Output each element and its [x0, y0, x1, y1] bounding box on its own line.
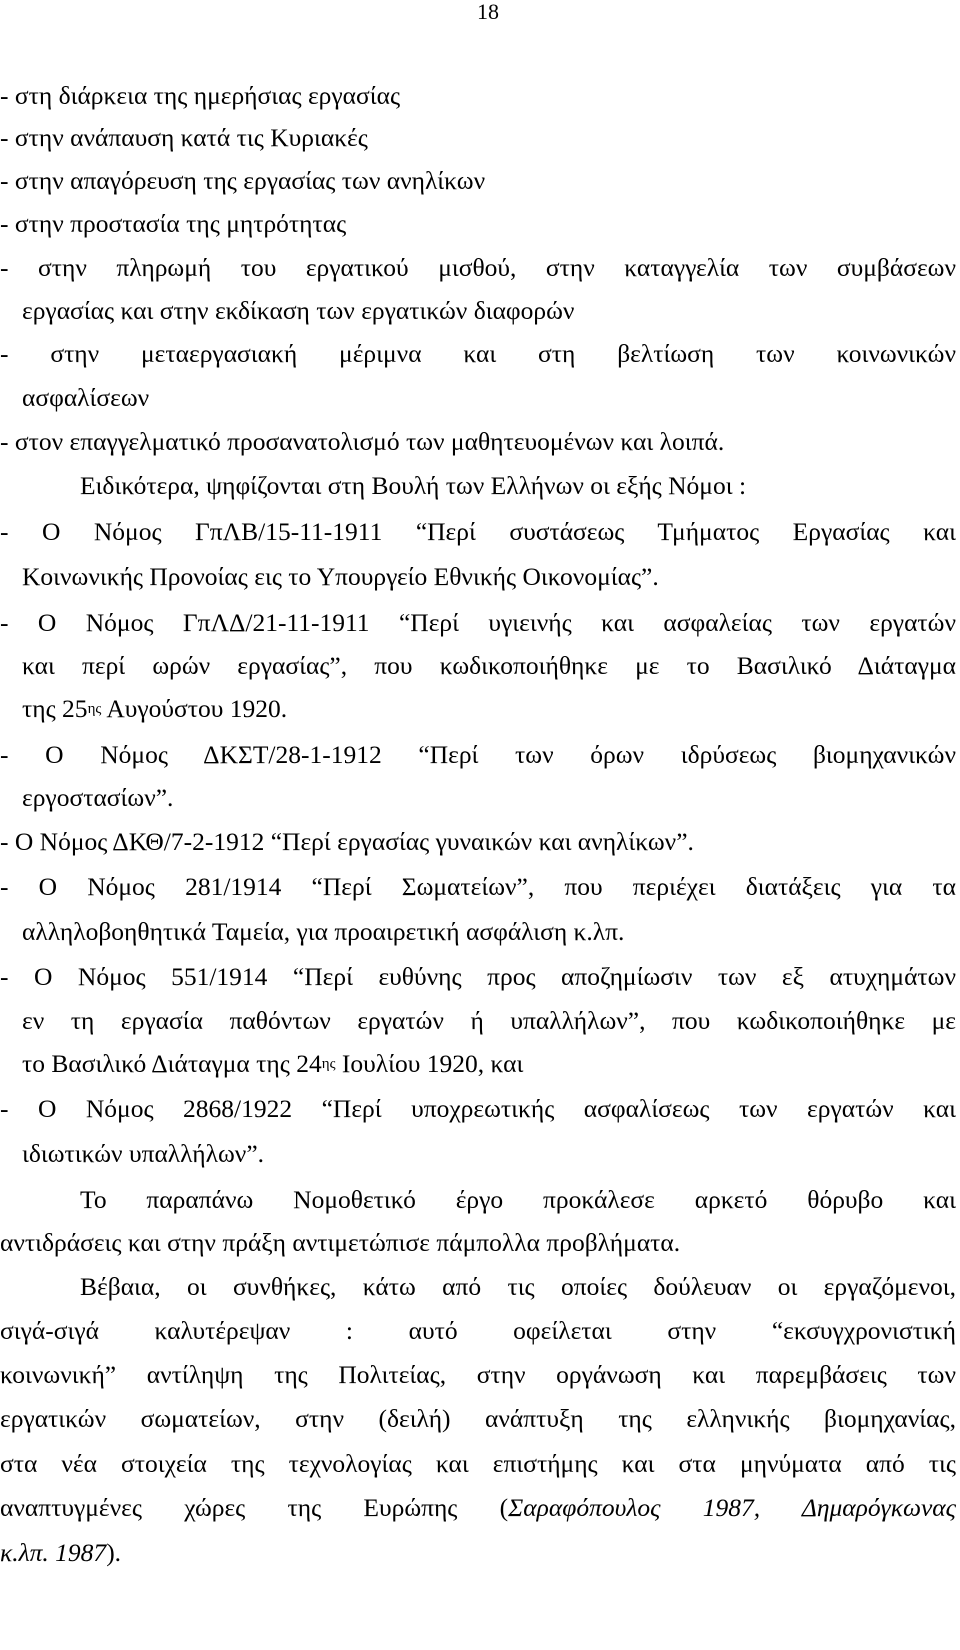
text-segment: αναπτυγμένες χώρες της Ευρώπης (: [0, 1493, 509, 1522]
text-line: [22, 1049, 523, 1079]
text-line: αντιδράσεις και στην πράξη αντιμετώπισε πάμπολλα προβλήματα.: [0, 1228, 681, 1257]
citation-italic: Σαραφόπουλος 1987, Δημαρόγκωνας: [508, 1493, 956, 1522]
text-line: και περί ωρών εργασίας”, που κωδικοποιήθηκε με το Βασιλικό Διάταγμα: [22, 651, 956, 680]
text-line: εν τη εργασία παθόντων εργατών ή υπαλλήλων”, που κωδικοποιήθηκε με: [22, 1006, 956, 1035]
text-line: Ειδικότερα, ψηφίζονται στη Βουλή των Ελλήνων οι εξής Νόμοι :: [80, 471, 747, 500]
superscript: ης: [87, 701, 102, 717]
text-line: - Ο Νόμος 551/1914 “Περί ευθύνης προς αποζημίωσιν των εξ ατυχημάτων: [0, 962, 956, 991]
text-line: εργοστασίων”.: [22, 783, 174, 812]
text-line: στα νέα στοιχεία της τεχνολογίας και επιστήμης και στα μηνύματα από τις: [0, 1449, 956, 1478]
text-line: - στην πληρωμή του εργατικού μισθού, στην καταγγελία των συμβάσεων: [0, 253, 956, 282]
text-segment: Αυγούστου 1920.: [101, 694, 288, 723]
text-line: εργατικών σωματείων, στην (δειλή) ανάπτυξη της ελληνικής βιομηχανίας,: [0, 1404, 956, 1433]
text-line: - στην προστασία της μητρότητας: [0, 209, 347, 238]
text-line: - Ο Νόμος ΓπΛΒ/15-11-1911 “Περί συστάσεως Τμήματος Εργασίας και: [0, 517, 956, 546]
page-number: 18: [477, 0, 499, 24]
text-line: εργασίας και στην εκδίκαση των εργατικών διαφορών: [22, 296, 575, 325]
text-segment: της 25: [22, 694, 88, 723]
text-line: ασφαλίσεων: [22, 383, 150, 412]
text-line: - στην μεταεργασιακή μέριμνα και στη βελτίωση των κοινωνικών: [0, 339, 956, 368]
text-line: Κοινωνικής Προνοίας εις το Υπουργείο Εθνικής Οικονομίας”.: [22, 562, 659, 591]
superscript: ης: [321, 1056, 336, 1072]
text-line: - Ο Νόμος 2868/1922 “Περί υποχρεωτικής ασφαλίσεως των εργατών και: [0, 1094, 956, 1123]
text-line: [0, 1493, 956, 1523]
text-line: - Ο Νόμος 281/1914 “Περί Σωματείων”, που περιέχει διατάξεις για τα: [0, 872, 956, 901]
citation-italic: κ.λπ. 1987: [0, 1538, 107, 1567]
text-line: - στη διάρκεια της ημερήσιας εργασίας: [0, 81, 401, 110]
text-line: - στην ανάπαυση κατά τις Κυριακές: [0, 123, 368, 152]
text-segment: Ιουλίου 1920, και: [335, 1049, 524, 1078]
text-line: ιδιωτικών υπαλλήλων”.: [22, 1139, 265, 1168]
text-line: Βέβαια, οι συνθήκες, κάτω από τις οποίες δούλευαν οι εργαζόμενοι,: [80, 1272, 956, 1301]
text-line: [22, 694, 287, 724]
text-line: [0, 1538, 121, 1568]
text-line: - Ο Νόμος ΓπΛΔ/21-11-1911 “Περί υγιεινής και ασφαλείας των εργατών: [0, 608, 956, 637]
text-line: - στον επαγγελματικό προσανατολισμό των μαθητευομένων και λοιπά.: [0, 427, 725, 456]
text-line: κοινωνική” αντίληψη της Πολιτείας, στην οργάνωση και παρεμβάσεις των: [0, 1360, 956, 1389]
text-segment: ).: [106, 1538, 122, 1567]
text-line: αλληλοβοηθητικά Ταμεία, για προαιρετική ασφάλιση κ.λπ.: [22, 917, 625, 946]
text-line: - Ο Νόμος ΔΚΘ/7-2-1912 “Περί εργασίας γυναικών και ανηλίκων”.: [0, 827, 694, 856]
text-segment: το Βασιλικό Διάταγμα της 24: [22, 1049, 322, 1078]
text-line: σιγά-σιγά καλυτέρεψαν : αυτό οφείλεται στην “εκσυγχρονιστική: [0, 1316, 956, 1345]
text-line: Το παραπάνω Νομοθετικό έργο προκάλεσε αρκετό θόρυβο και: [80, 1185, 956, 1214]
text-line: - στην απαγόρευση της εργασίας των ανηλίκων: [0, 166, 486, 195]
text-line: - Ο Νόμος ΔΚΣΤ/28-1-1912 “Περί των όρων ιδρύσεως βιομηχανικών: [0, 740, 956, 769]
